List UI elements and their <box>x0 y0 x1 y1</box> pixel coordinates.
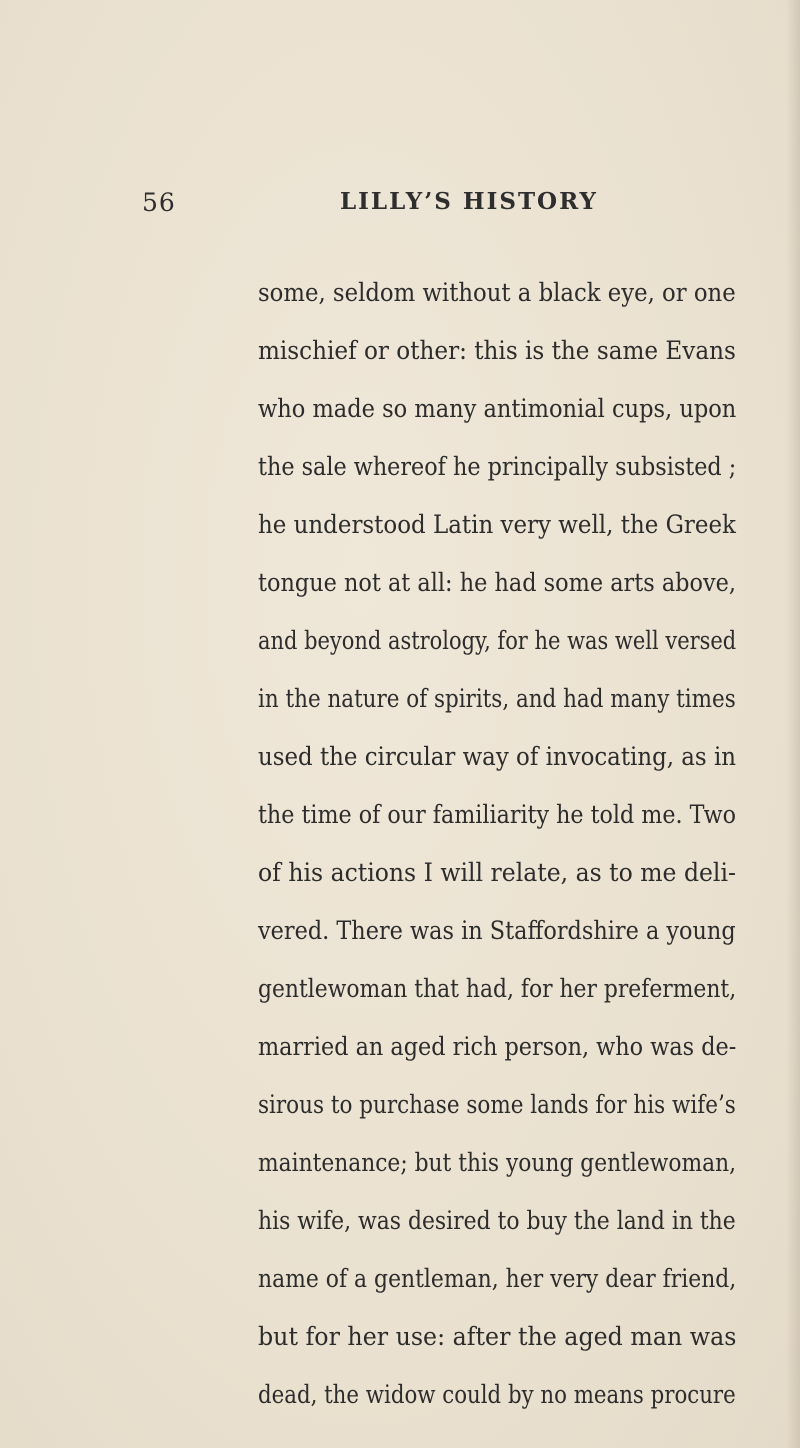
text-line: sirous to purchase some lands for his wife’s <box>258 1090 736 1119</box>
text-line: gentlewoman that had, for her preferment, <box>258 974 737 1003</box>
running-head-title: LILLY’S HISTORY <box>340 188 598 215</box>
text-line: he understood Latin very well, the Greek <box>258 510 736 539</box>
text-line: mischief or other: this is the same Evans <box>258 336 736 365</box>
text-line: name of a gentleman, her very dear friend, <box>258 1264 737 1293</box>
text-line: his wife, was desired to buy the land in the <box>258 1206 736 1235</box>
text-line: married an aged rich person, who was de- <box>258 1032 737 1061</box>
running-head <box>142 188 742 228</box>
text-line: who made so many antimonial cups, upon <box>258 394 737 423</box>
text-line: some, seldom without a black eye, or one <box>258 278 736 307</box>
text-line: but for her use: after the aged man was <box>258 1322 737 1351</box>
text-line: tongue not at all: he had some arts above, <box>258 568 736 597</box>
text-line: and beyond astrology, for he was well versed <box>258 626 737 655</box>
text-line: the time of our familiarity he told me. Two <box>258 800 737 829</box>
text-line: the sale whereof he principally subsisted ; <box>258 452 737 481</box>
page-edge-shadow <box>786 0 800 1448</box>
text-line: vered. There was in Staffordshire a young <box>258 916 736 945</box>
text-line: dead, the widow could by no means procure <box>258 1380 736 1409</box>
text-line: in the nature of spirits, and had many times <box>258 684 736 713</box>
page-number: 56 <box>142 188 176 217</box>
text-line: used the circular way of invocating, as in <box>258 742 737 771</box>
text-line: maintenance; but this young gentlewoman, <box>258 1148 737 1177</box>
text-line: of his actions I will relate, as to me deli- <box>258 858 736 887</box>
